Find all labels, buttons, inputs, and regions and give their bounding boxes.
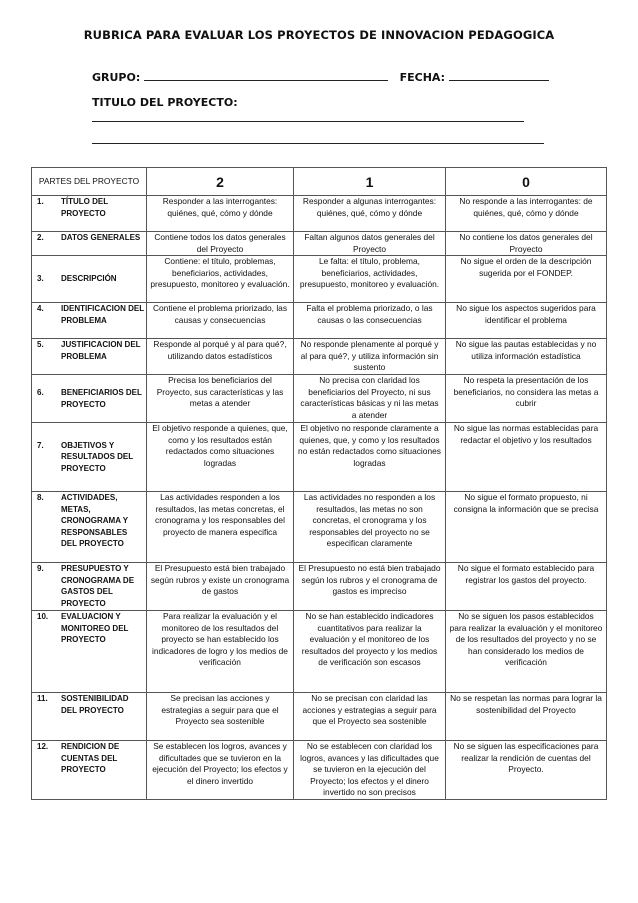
criterion-1-cell: No se establecen con claridad los logros, avances y las dificultades que se tuvieron en la ejecución del Proyecto; los efectos y el dinero invertido no son precisos <box>294 741 446 800</box>
criterion-1-cell: No se precisan con claridad las acciones y estrategias a seguir para que el Proyecto sea sostenible <box>294 693 446 741</box>
row-part <box>32 693 147 741</box>
fecha-label: FECHA: <box>399 71 446 84</box>
grupo-fecha-line <box>92 70 549 84</box>
col-header-parts: PARTES DEL PROYECTO <box>32 168 147 196</box>
row-part <box>32 303 147 339</box>
criterion-1-cell: Falta el problema priorizado, o las causas o las consecuencias <box>294 303 446 339</box>
table-row <box>32 375 607 423</box>
row-part <box>32 423 147 492</box>
titulo-label: TITULO DEL PROYECTO: <box>92 96 238 109</box>
row-part-name: JUSTIFICACION DEL PROBLEMA <box>61 340 141 361</box>
criterion-0-cell: No sigue las pautas establecidas y no utiliza información estadística <box>446 339 607 375</box>
criterion-1-cell: Faltan algunos datos generales del Proyecto <box>294 232 446 256</box>
row-part-name: RENDICION DE CUENTAS DEL PROYECTO <box>61 742 120 774</box>
criterion-1-cell: Las actividades no responden a los resultados, las metas no son concretas, el cronograma y los responsables del proyecto no se especifican claramente <box>294 492 446 563</box>
row-part-name: PRESUPUESTO Y CRONOGRAMA DE GASTOS DEL PROYECTO <box>61 564 135 608</box>
document-title: RUBRICA PARA EVALUAR LOS PROYECTOS DE INNOVACION PEDAGOGICA <box>83 28 555 42</box>
criterion-0-cell: No respeta la presentación de los beneficiarios, no considera las metas a cubrir <box>446 375 607 423</box>
table-row <box>32 563 607 611</box>
row-number: 7. <box>37 440 44 450</box>
criterion-2-cell: Las actividades responden a los resultados, las metas concretas, el cronograma y los responsables del proyecto de manera especifica <box>147 492 294 563</box>
row-part-name: IDENTIFICACION DEL PROBLEMA <box>61 304 144 325</box>
criterion-2-cell: Se precisan las acciones y estrategias a seguir para que el Proyecto sea sostenible <box>147 693 294 741</box>
table-row <box>32 611 607 693</box>
criterion-2-cell: Precisa los beneficiarios del Proyecto, sus características y las metas a atender <box>147 375 294 423</box>
row-part-name: ACTIVIDADES, METAS, CRONOGRAMA Y RESPONSABLES DEL PROYECTO <box>61 493 128 548</box>
criterion-2-cell: Contiene el problema priorizado, las causas y consecuencias <box>147 303 294 339</box>
criterion-1-cell: El objetivo no responde claramente a quienes, que, y como y los resultados no están redactados como situaciones logradas <box>294 423 446 492</box>
row-number: 11. <box>37 694 48 703</box>
table-row <box>32 741 607 800</box>
criterion-2-cell: Contiene: el título, problemas, beneficiarios, actividades, presupuesto, monitoreo y evaluación. <box>147 256 294 303</box>
row-part-name: SOSTENIBILIDAD DEL PROYECTO <box>61 694 129 715</box>
row-part <box>32 741 147 800</box>
criterion-2-cell: El Presupuesto está bien trabajado según rubros y existe un cronograma de gastos <box>147 563 294 611</box>
criterion-1-cell: Responder a algunas interrogantes: quiénes, qué, cómo y dónde <box>294 196 446 232</box>
row-part-name: TÍTULO DEL PROYECTO <box>61 197 108 218</box>
criterion-2-cell: Responde al porqué y al para qué?, utilizando datos estadísticos <box>147 339 294 375</box>
row-part-name: DESCRIPCIÓN <box>61 274 117 284</box>
criterion-0-cell: No sigue el orden de la descripción sugerida por el FONDEP. <box>446 256 607 303</box>
row-part <box>32 375 147 423</box>
row-number: 10. <box>37 612 49 621</box>
table-row <box>32 693 607 741</box>
criterion-0-cell: No responde a las interrogantes: de quiénes, qué, cómo y dónde <box>446 196 607 232</box>
table-row <box>32 423 607 492</box>
row-number: 4. <box>37 304 44 313</box>
criterion-0-cell: No sigue los aspectos sugeridos para identificar el problema <box>446 303 607 339</box>
row-part-name: DATOS GENERALES <box>61 233 141 242</box>
titulo-blank-line-1[interactable] <box>92 121 524 122</box>
criterion-1-cell: No se han establecido indicadores cuantitativos para realizar la evaluación y el monitoreo de los resultados del proyecto y los medios de verificación son escasos <box>294 611 446 693</box>
rubric-table <box>31 167 607 800</box>
row-number: 1. <box>37 197 44 206</box>
row-part <box>32 232 147 256</box>
row-part-name: EVALUACION Y MONITOREO DEL PROYECTO <box>61 612 129 644</box>
criterion-1-cell: No precisa con claridad los beneficiarios del Proyecto, ni sus características básicas y ni las metas a atender <box>294 375 446 423</box>
criterion-2-cell: Responder a las interrogantes: quiénes, qué, cómo y dónde <box>147 196 294 232</box>
criterion-0-cell: No sigue las normas establecidas para redactar el objetivo y los resultados <box>446 423 607 492</box>
table-row <box>32 196 607 232</box>
row-part <box>32 492 147 563</box>
row-number: 2. <box>37 233 44 242</box>
criterion-1-cell: No responde plenamente al porqué y al para qué?, y utiliza información sin sustento <box>294 339 446 375</box>
col-header-1: 1 <box>294 168 446 196</box>
fecha-blank[interactable] <box>449 70 549 81</box>
table-row <box>32 339 607 375</box>
criterion-2-cell: Para realizar la evaluación y el monitoreo de los resultados del proyecto se han establecido los indicadores de logro y los medios de verificación <box>147 611 294 693</box>
row-number: 5. <box>37 340 44 349</box>
criterion-2-cell: Se establecen los logros, avances y dificultades que se tuvieron en la ejecución del Proyecto; los efectos y el dinero invertido <box>147 741 294 800</box>
criterion-0-cell: No contiene los datos generales del Proyecto <box>446 232 607 256</box>
row-number: 6. <box>37 388 44 397</box>
row-number: 9. <box>37 564 44 573</box>
table-row <box>32 492 607 563</box>
criterion-1-cell: El Presupuesto no está bien trabajado según los rubros y el cronograma de gastos es impreciso <box>294 563 446 611</box>
grupo-label: GRUPO: <box>92 71 141 84</box>
titulo-blank-line-2[interactable] <box>92 143 544 144</box>
table-row <box>32 232 607 256</box>
criterion-2-cell: Contiene todos los datos generales del Proyecto <box>147 232 294 256</box>
grupo-blank[interactable] <box>144 70 388 81</box>
table-header-row <box>32 168 607 196</box>
criterion-0-cell: No se respetan las normas para lograr la sostenibilidad del Proyecto <box>446 693 607 741</box>
table-row <box>32 256 607 303</box>
row-part <box>32 611 147 693</box>
row-part <box>32 196 147 232</box>
criterion-2-cell: El objetivo responde a quienes, que, como y los resultados están redactados como situaciones logradas <box>147 423 294 492</box>
row-part <box>32 339 147 375</box>
row-part-name: BENEFICIARIOS DEL PROYECTO <box>61 388 142 409</box>
row-part <box>32 256 147 303</box>
col-header-2: 2 <box>147 168 294 196</box>
row-number: 12. <box>37 742 49 751</box>
col-header-0: 0 <box>446 168 607 196</box>
row-part-name: OBJETIVOS Y RESULTADOS DEL PROYECTO <box>61 440 134 473</box>
criterion-0-cell: No sigue el formato establecido para registrar los gastos del proyecto. <box>446 563 607 611</box>
row-part <box>32 563 147 611</box>
criterion-1-cell: Le falta: el título, problema, beneficiarios, actividades, presupuesto, monitoreo y evaluación. <box>294 256 446 303</box>
criterion-0-cell: No sigue el formato propuesto, ni consigna la información que se precisa <box>446 492 607 563</box>
criterion-0-cell: No se siguen las especificaciones para realizar la rendición de cuentas del Proyecto. <box>446 741 607 800</box>
row-number: 3. <box>37 274 44 284</box>
table-row <box>32 303 607 339</box>
criterion-0-cell: No se siguen los pasos establecidos para realizar la evaluación y el monitoreo de los resultados del proyecto y no se han considerado los medios de verificación <box>446 611 607 693</box>
row-number: 8. <box>37 493 44 502</box>
